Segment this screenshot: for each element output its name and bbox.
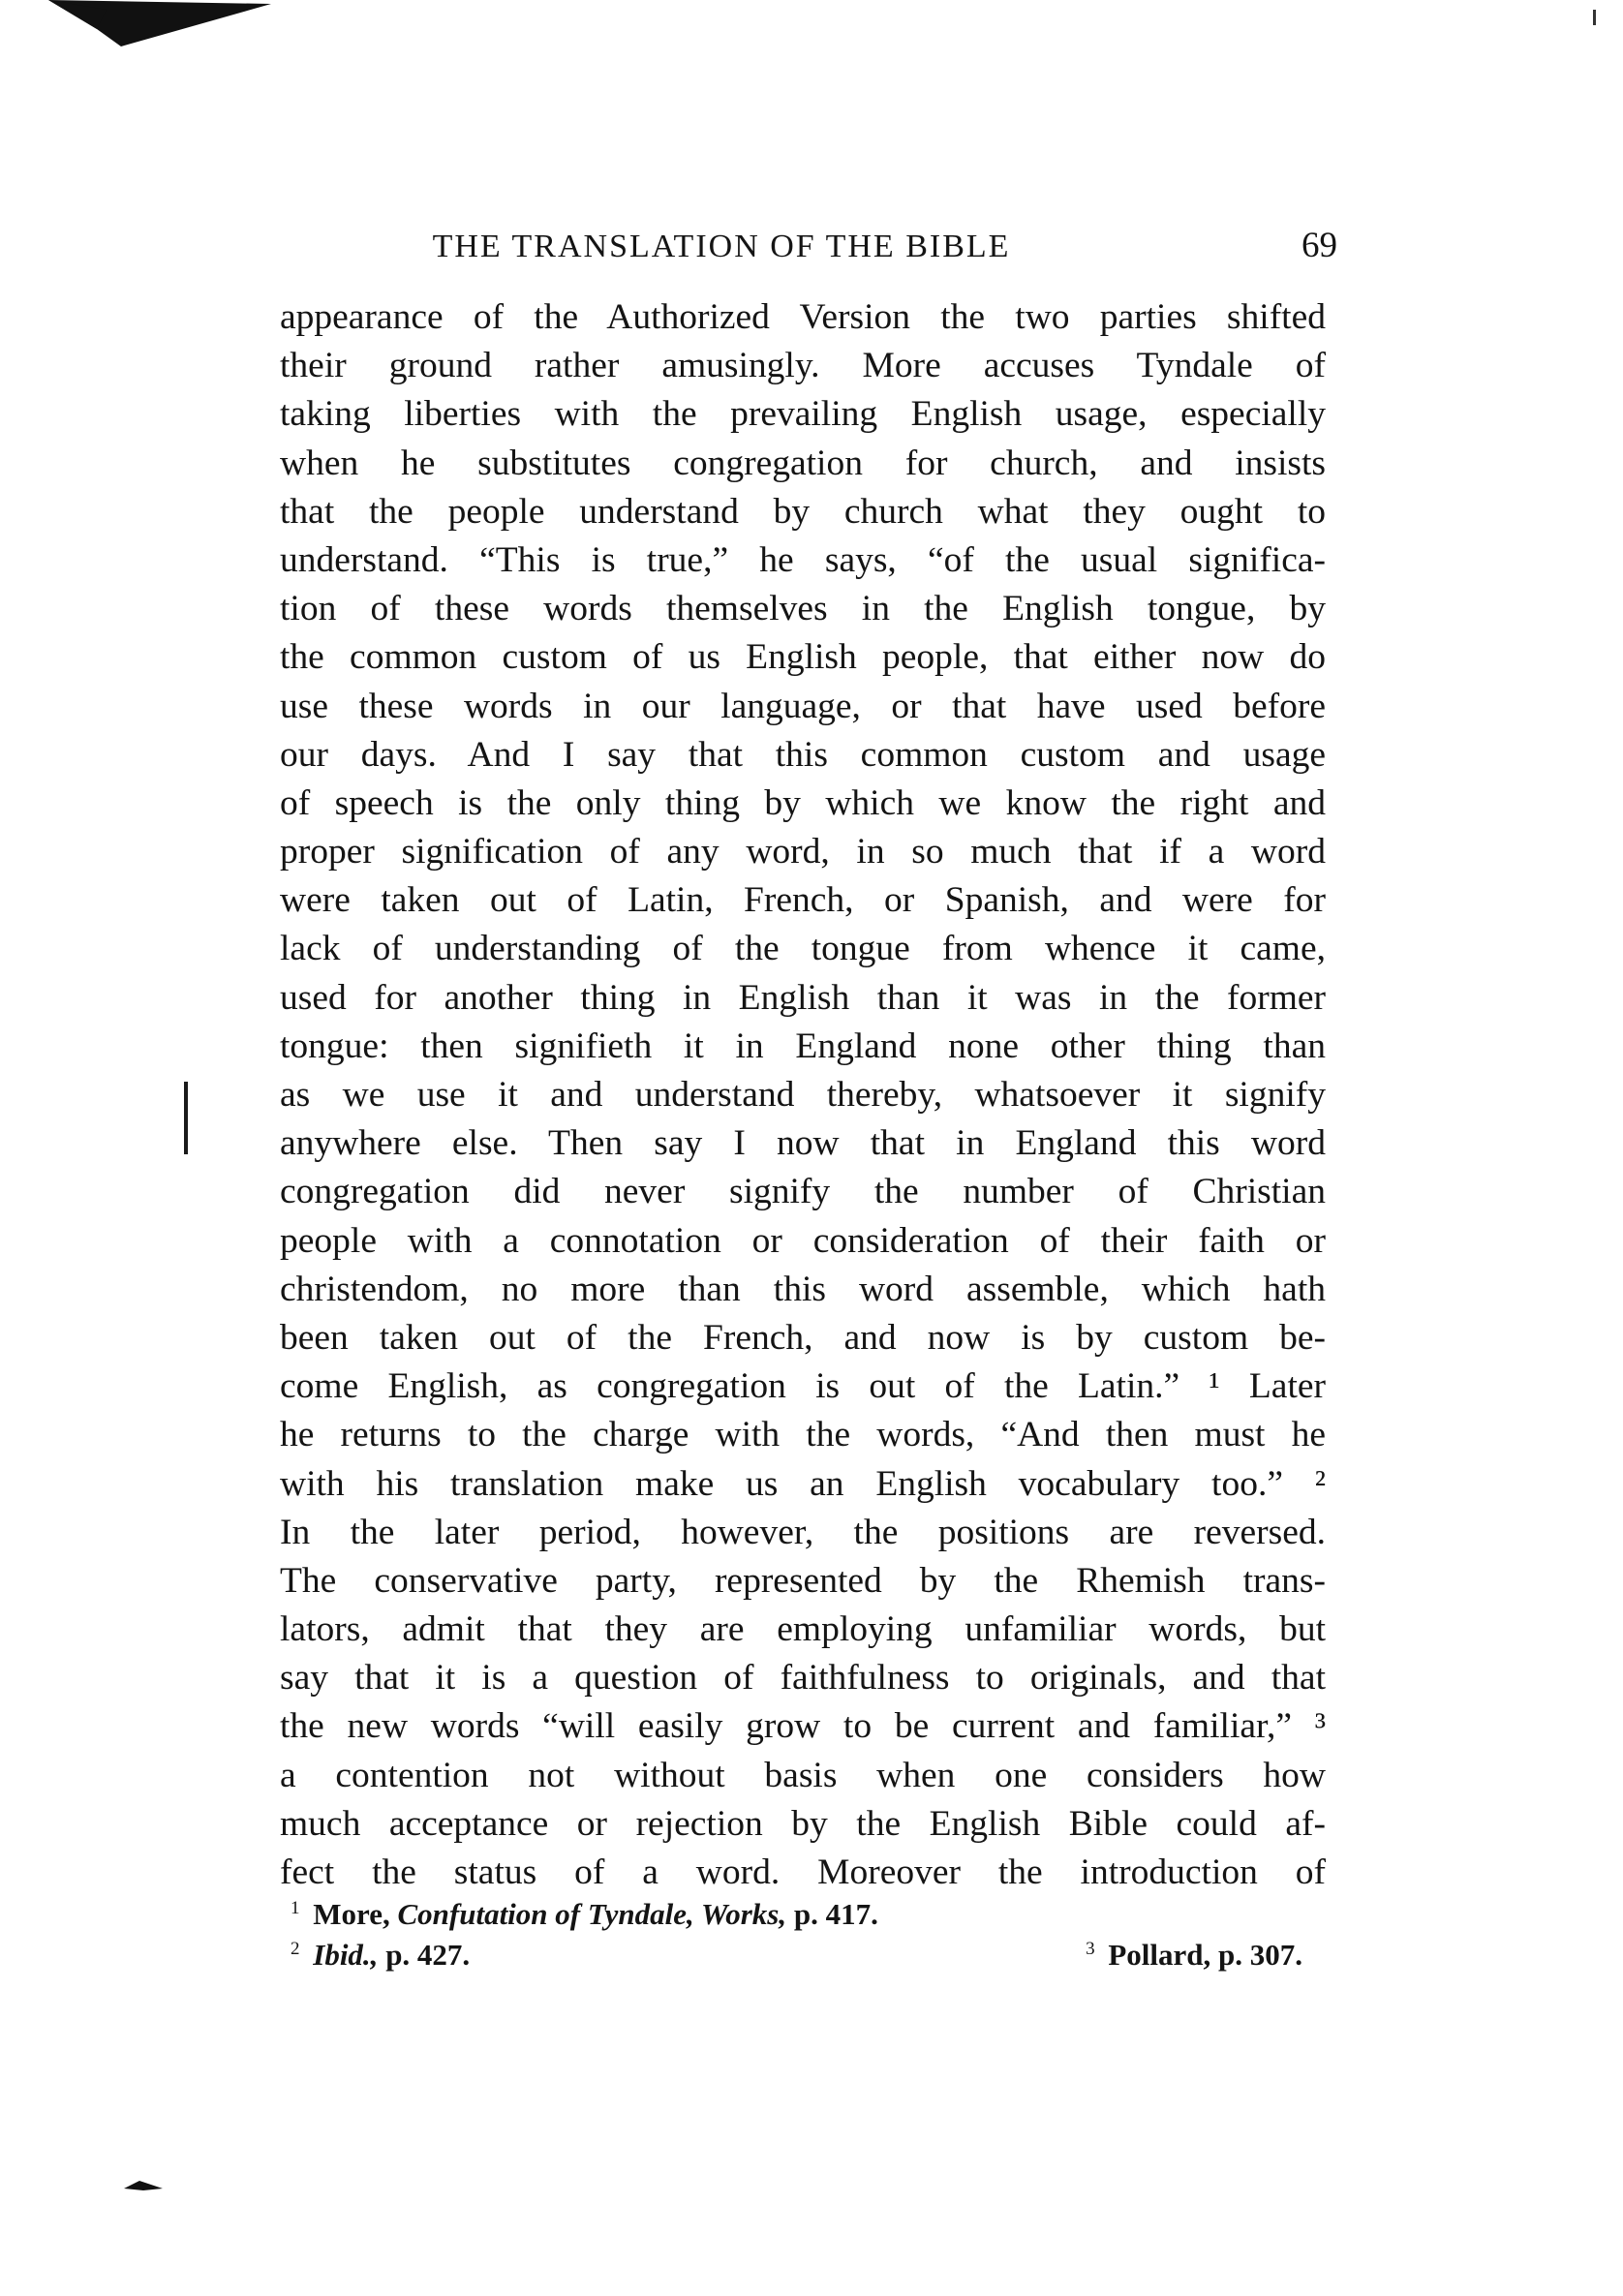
text-line: proper signification of any word, in so much that if a word	[280, 832, 1326, 872]
margin-mark	[184, 1082, 188, 1154]
footnote-page: p. 417.	[793, 1897, 878, 1931]
text-line: tongue: then signifieth it in England none other thing than	[280, 1026, 1326, 1066]
text-line: come English, as congregation is out of the Latin.” ¹ Later	[280, 1366, 1326, 1407]
footnote-3	[1086, 1929, 1302, 1975]
text-line: he returns to the charge with the words, “And then must he	[280, 1415, 1326, 1455]
footnote-marker: 3	[1086, 1939, 1095, 1959]
text-line: The conservative party, represented by the Rhemish trans-	[280, 1560, 1326, 1601]
text-line: anywhere else. Then say I now that in England this word	[280, 1123, 1326, 1164]
footnote-marker: 1	[291, 1898, 300, 1918]
text-line: been taken out of the French, and now is by custom be-	[280, 1317, 1326, 1358]
text-line: lack of understanding of the tongue from whence it came,	[280, 929, 1326, 969]
footnote-title: Confutation of Tyndale, Works,	[397, 1897, 787, 1931]
footnote-page: p. 427.	[385, 1938, 471, 1972]
running-head	[280, 221, 1337, 279]
text-line: In the later period, however, the positions are reversed.	[280, 1512, 1326, 1552]
text-line: the new words “will easily grow to be current and familiar,” ³	[280, 1706, 1326, 1747]
text-line: say that it is a question of faithfulness to originals, and that	[280, 1658, 1326, 1699]
text-line: congregation did never signify the number of Christian	[280, 1172, 1326, 1212]
text-line: of speech is the only thing by which we know the right and	[280, 782, 1326, 823]
text-line: understand. “This is true,” he says, “of the usual significa-	[280, 539, 1326, 580]
text-line: used for another thing in English than it was in the former	[280, 977, 1326, 1018]
footnote-author: More,	[313, 1897, 390, 1931]
footnote-marker: 2	[291, 1939, 300, 1959]
text-line: the common custom of us English people, that either now do	[280, 637, 1326, 678]
scan-corner-mark-bottom	[124, 2177, 163, 2196]
text-line: that the people understand by church what they ought to	[280, 491, 1326, 532]
scan-corner-mark-top	[0, 0, 271, 58]
text-line: appearance of the Authorized Version the two parties shifted	[280, 297, 1326, 337]
body-text	[280, 293, 1326, 1897]
text-line: as we use it and understand thereby, whatsoever it signify	[280, 1075, 1326, 1115]
footnote-ref: Ibid.,	[313, 1938, 379, 1972]
text-line: use these words in our language, or that have used before	[280, 686, 1326, 726]
text-line: people with a connotation or consideration of their faith or	[280, 1220, 1326, 1261]
text-line: taking liberties with the prevailing English usage, especially	[280, 394, 1326, 435]
footnote-text: Pollard, p. 307.	[1108, 1938, 1302, 1972]
text-line: a contention not without basis when one considers how	[280, 1755, 1326, 1795]
text-line: our days. And I say that this common custom and usage	[280, 734, 1326, 775]
text-line: tion of these words themselves in the English tongue, by	[280, 589, 1326, 629]
text-line: when he substitutes congregation for church, and insists	[280, 443, 1326, 483]
footnote-2	[291, 1929, 1302, 1970]
text-line: fect the status of a word. Moreover the introduction of	[280, 1852, 1326, 1892]
footnotes	[291, 1888, 1302, 1970]
text-line: much acceptance or rejection by the English Bible could af-	[280, 1803, 1326, 1844]
text-line: were taken out of Latin, French, or Spanish, and were for	[280, 880, 1326, 921]
text-line: christendom, no more than this word assemble, which hath	[280, 1269, 1326, 1309]
running-title: THE TRANSLATION OF THE BIBLE	[432, 229, 1011, 264]
page-number: 69	[1301, 226, 1337, 265]
text-line: with his translation make us an English vocabulary too.” ²	[280, 1463, 1326, 1504]
text-line: their ground rather amusingly. More accuses Tyndale of	[280, 346, 1326, 386]
footnote-1	[291, 1888, 1302, 1929]
text-line: lators, admit that they are employing unfamiliar words, but	[280, 1609, 1326, 1650]
scan-edge-tick	[1593, 10, 1596, 25]
